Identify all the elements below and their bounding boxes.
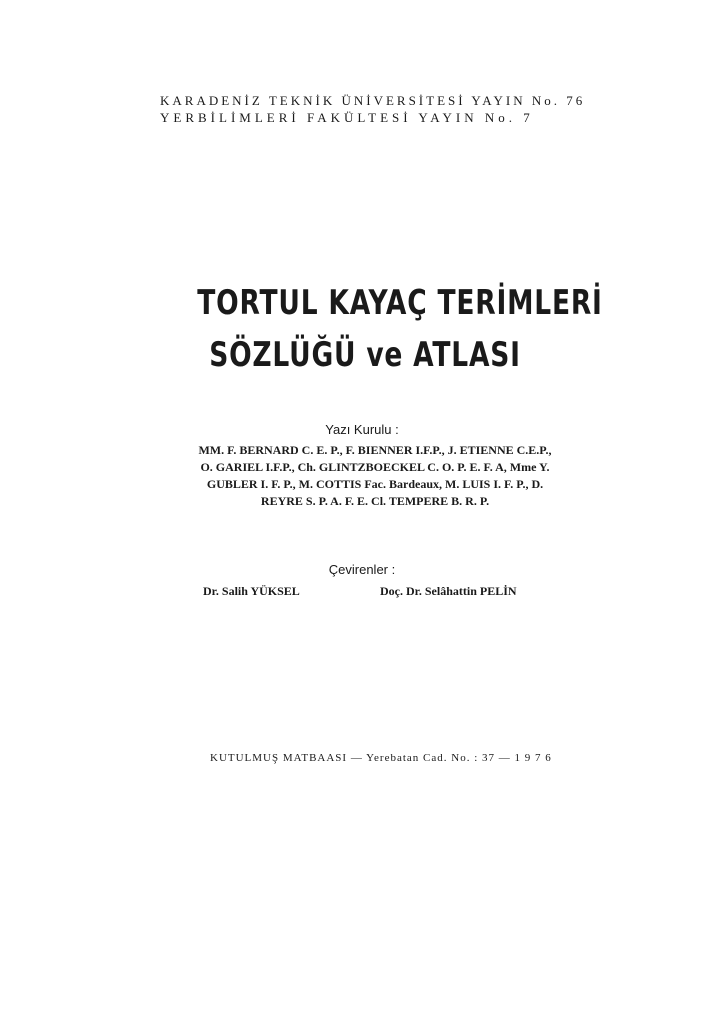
- translator-second: Doç. Dr. Selâhattin PELİN: [380, 584, 517, 598]
- title-line-2: SÖZLÜĞÜ ve ATLASI: [209, 335, 521, 375]
- series-line-faculty: YERBİLİMLERİ FAKÜLTESİ YAYIN No. 7: [160, 110, 534, 125]
- series-line-university: KARADENİZ TEKNİK ÜNİVERSİTESİ YAYIN No. 76: [160, 93, 586, 108]
- committee-line: O. GARIEL I.F.P., Ch. GLINTZBOECKEL C. O. P. E. F. A, Mme Y.: [200, 460, 550, 474]
- title-line-1: TORTUL KAYAÇ TERİMLERİ: [197, 283, 603, 323]
- translator-first: Dr. Salih YÜKSEL: [203, 584, 300, 598]
- committee-line: GUBLER I. F. P., M. COTTIS Fac. Bardeaux, M. LUIS I. F. P., D.: [206, 477, 544, 491]
- committee-list: [150, 442, 600, 510]
- printer-imprint: KUTULMUŞ MATBAASI — Yerebatan Cad. No. : 37 — 1 9 7 6: [210, 752, 552, 764]
- committee-line: REYRE S. P. A. F. E. Cl. TEMPERE B. R. P.: [260, 494, 490, 508]
- translators-label: Çevirenler :: [328, 562, 396, 577]
- publication-series: [160, 92, 600, 126]
- committee-line: MM. F. BERNARD C. E. P., F. BIENNER I.F.P., J. ETIENNE C.E.P.,: [198, 443, 552, 457]
- committee-label: Yazı Kurulu :: [325, 422, 399, 437]
- book-title: [197, 277, 603, 381]
